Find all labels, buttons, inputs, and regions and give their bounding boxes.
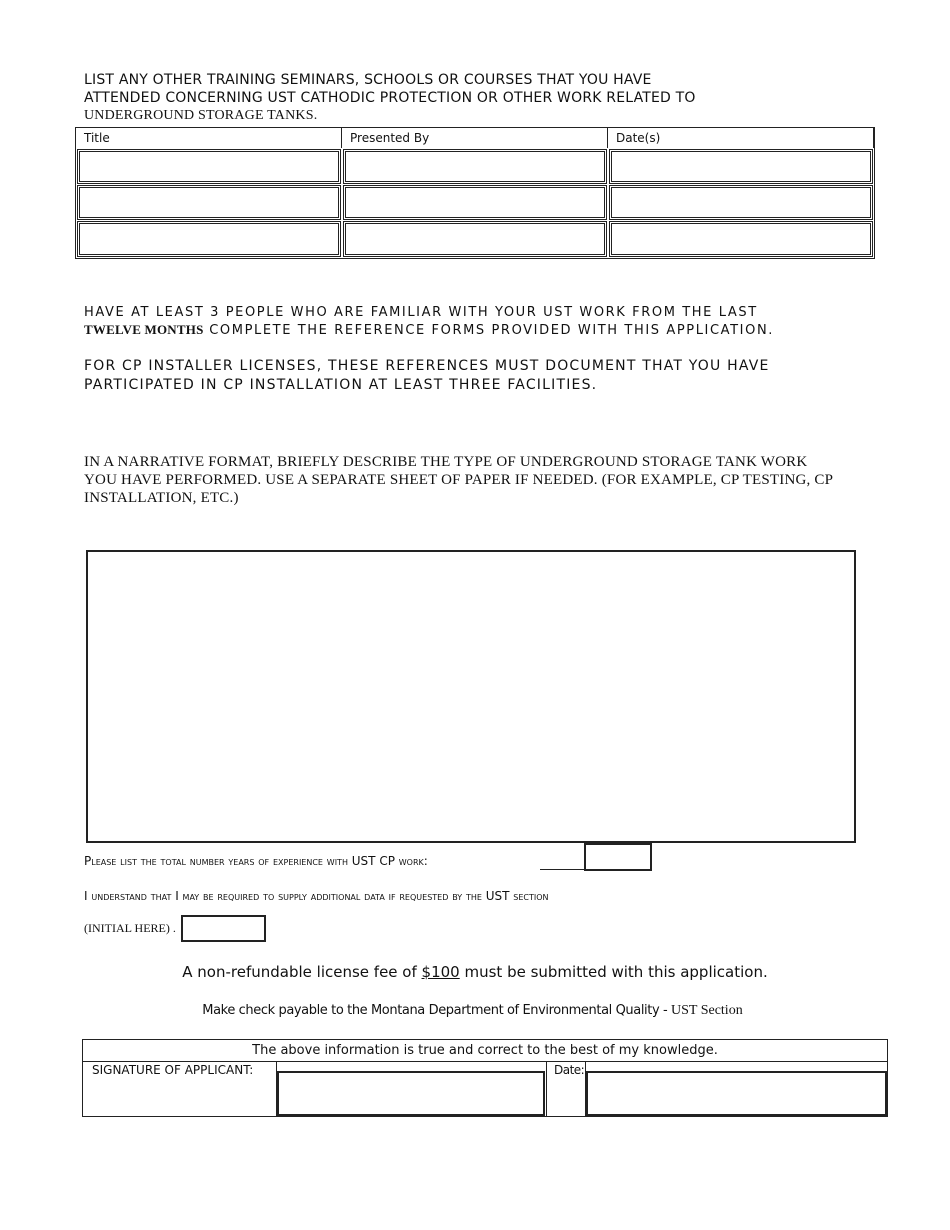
- references-line1: HAVE AT LEAST 3 PEOPLE WHO ARE FAMILIAR WITH YOUR UST WORK FROM THE LAST: [84, 305, 758, 320]
- acknowledge-line: I understand that I may be required to supply additional data if requested by the UST section: [84, 889, 549, 903]
- narrative-textarea[interactable]: [86, 550, 856, 843]
- column-header-dates: Date(s): [608, 128, 874, 148]
- payable-section: UST Section: [671, 1003, 743, 1018]
- training-date-field-2[interactable]: [609, 185, 873, 220]
- initial-field[interactable]: [181, 915, 266, 942]
- column-header-presented-by: Presented By: [342, 128, 608, 148]
- column-header-title: Title: [76, 128, 342, 148]
- signature-table: [82, 1039, 888, 1117]
- training-date-field-1[interactable]: [609, 149, 873, 184]
- fee-suffix: must be submitted with this application.: [459, 963, 768, 981]
- training-title-field-2[interactable]: [77, 185, 341, 220]
- training-instruction-line1: LIST ANY OTHER TRAINING SEMINARS, SCHOOLS OR COURSES THAT YOU HAVE: [84, 72, 652, 88]
- certification-statement: The above information is true and correct to the best of my knowledge.: [83, 1040, 887, 1062]
- references-line2-rest: COMPLETE THE REFERENCE FORMS PROVIDED WITH THIS APPLICATION.: [203, 323, 775, 338]
- narrative-line2: YOU HAVE PERFORMED. USE A SEPARATE SHEET OF PAPER IF NEEDED. (FOR EXAMPLE, CP TESTING, CP: [84, 472, 834, 488]
- signature-label: SIGNATURE OF APPLICANT:: [92, 1063, 254, 1077]
- experience-years-field[interactable]: [584, 843, 652, 871]
- date-field[interactable]: [586, 1071, 887, 1116]
- training-title-field-1[interactable]: [77, 149, 341, 184]
- experience-label: Please list the total number years of experience with UST CP work:: [84, 854, 428, 868]
- training-table: [75, 127, 875, 259]
- training-instruction-line2: ATTENDED CONCERNING UST CATHODIC PROTECTION OR OTHER WORK RELATED TO: [84, 90, 696, 106]
- date-label: Date:: [554, 1063, 585, 1077]
- signature-field[interactable]: [277, 1071, 545, 1116]
- payable-statement: [0, 1003, 945, 1019]
- initial-here-label: (INITIAL HERE) .: [84, 921, 176, 935]
- cp-installer-line2: PARTICIPATED IN CP INSTALLATION AT LEAST THREE FACILITIES.: [84, 377, 598, 393]
- cp-installer-line1: FOR CP INSTALLER LICENSES, THESE REFERENCES MUST DOCUMENT THAT YOU HAVE: [84, 358, 770, 374]
- references-line2: [84, 322, 774, 338]
- fee-prefix: A non-refundable license fee of: [182, 963, 422, 981]
- training-presenter-field-3[interactable]: [343, 221, 607, 257]
- narrative-line3: INSTALLATION, ETC.): [84, 490, 239, 506]
- training-date-field-3[interactable]: [609, 221, 873, 257]
- fee-amount: $100: [421, 963, 460, 981]
- twelve-months-emphasis: TWELVE MONTHS: [84, 322, 204, 337]
- training-presenter-field-1[interactable]: [343, 149, 607, 184]
- training-title-field-3[interactable]: [77, 221, 341, 257]
- fee-statement: [0, 963, 950, 981]
- narrative-line1: IN A NARRATIVE FORMAT, BRIEFLY DESCRIBE THE TYPE OF UNDERGROUND STORAGE TANK WORK: [84, 454, 808, 470]
- training-instruction-line3: UNDERGROUND STORAGE TANKS.: [84, 108, 318, 123]
- payable-text: Make check payable to the Montana Department of Environmental Quality -: [202, 1003, 671, 1018]
- divider: [546, 1061, 547, 1116]
- training-presenter-field-2[interactable]: [343, 185, 607, 220]
